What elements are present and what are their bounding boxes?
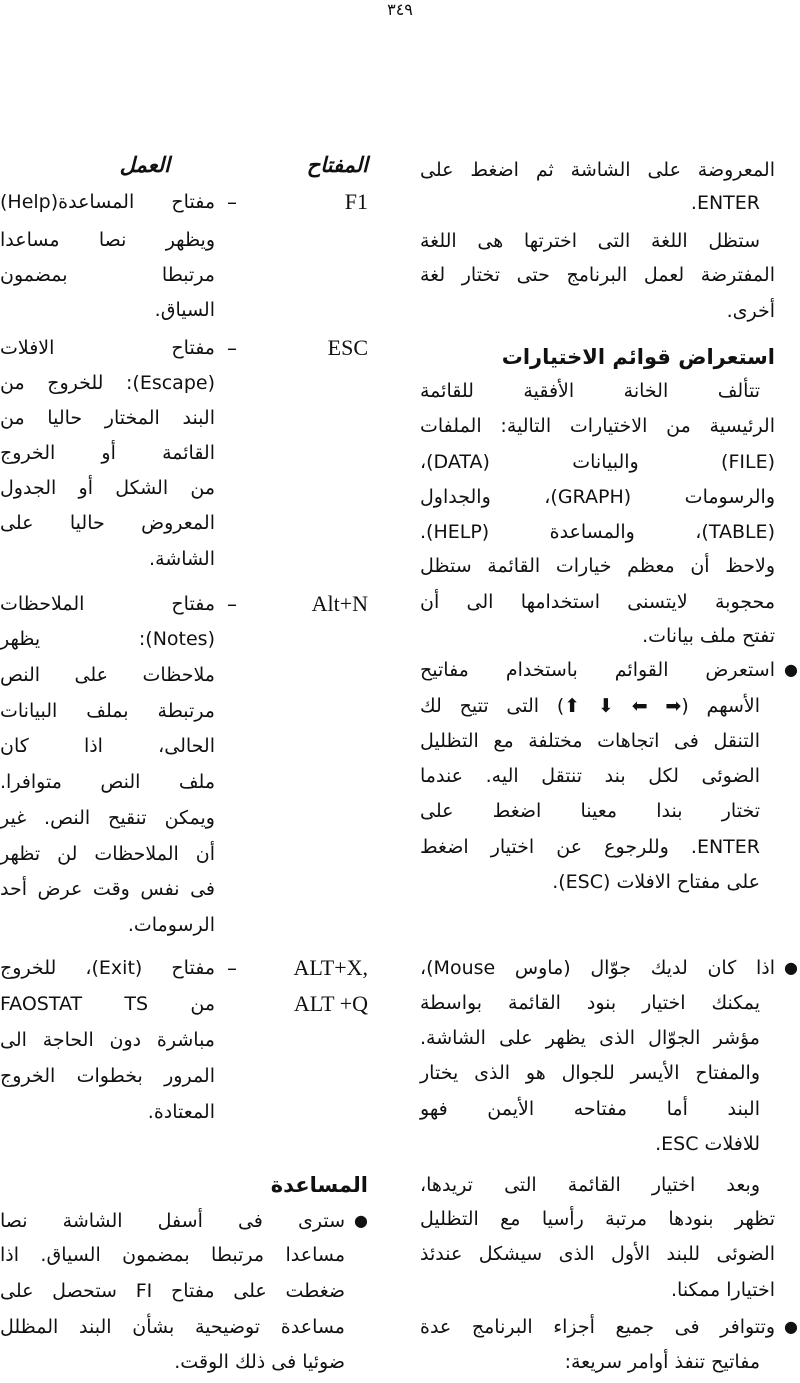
key-alt-q: ALT +Q — [293, 991, 368, 1016]
table-header-key: المفتاح — [306, 153, 368, 177]
paragraph-line: ستظل اللغة التى اخترتها هى اللغة — [420, 230, 760, 252]
bullet-line: مساعدا مرتبطا بمضمون السياق. اذا — [0, 1244, 345, 1266]
bullet-icon: ● — [784, 958, 798, 977]
bullet-line: تختار بندا معينا اضغط على — [420, 800, 760, 822]
paragraph-line: الضوئى للبند الأول الذى سيشكل عندئذ — [420, 1243, 775, 1265]
bullet-line: على مفتاح الافلات (ESC). — [552, 871, 760, 893]
action-line: الرسومات. — [127, 914, 215, 936]
key-f1: F1 — [344, 189, 368, 214]
action-line: أن الملاحظات لن تظهر — [0, 843, 215, 865]
bullet-line: ضوئيا فى ذلك الوقت. — [174, 1351, 345, 1373]
dash: – — [227, 336, 237, 360]
paragraph-line: ENTER. — [690, 192, 760, 214]
action-line: (Escape): للخروج من — [0, 372, 215, 394]
bullet-line: مفاتيح تنفذ أوامر سريعة: — [564, 1351, 760, 1373]
action-line: ويظهر نصا مساعدا — [0, 229, 215, 251]
action-line: (Notes): يظهر — [0, 628, 215, 650]
paragraph-line: أخرى. — [726, 300, 775, 322]
action-line: السياق. — [154, 299, 215, 321]
action-line: مباشرة دون الحاجة الى — [0, 1029, 215, 1051]
dash: – — [227, 592, 237, 616]
bullet-line: للافلات ESC. — [655, 1133, 760, 1155]
bullet-line: ENTER. وللرجوع عن اختيار اضغط — [420, 836, 760, 858]
bullet-line: ضغطت على مفتاح FI ستحصل على — [0, 1280, 346, 1302]
paragraph-line: المعروضة على الشاشة ثم اضغط على — [420, 159, 775, 181]
bullet-line: وتتوافر فى جميع أجزاء البرنامج عدة — [420, 1316, 775, 1338]
table-header-action: العمل — [119, 153, 170, 177]
help-heading: المساعدة — [270, 1173, 368, 1197]
action-line: المعتادة. — [147, 1101, 215, 1123]
action-line: مفتاح (Exit)، للخروج — [0, 957, 215, 979]
action-line: ملف النص متوافرا. — [0, 771, 215, 793]
bullet-line: والمفتاح الأيسر للجوال هو الذى يختار — [420, 1062, 760, 1084]
paragraph-line: المفترضة لعمل البرنامج حتى تختار لغة — [420, 264, 775, 286]
action-line: من FAOSTAT TS — [0, 993, 215, 1015]
bullet-line: مؤشر الجوّال الذى يظهر على الشاشة. — [420, 1027, 760, 1049]
bullet-line: البند أما مفتاحه الأيمن فهو — [420, 1098, 760, 1120]
key-alt-n: Alt+N — [311, 591, 368, 616]
action-line: البند المختار حاليا من — [0, 407, 215, 429]
bullet-line: اذا كان لديك جوّال (ماوس Mouse)، — [420, 957, 775, 979]
paragraph-line: تتألف الخانة الأفقية للقائمة — [420, 380, 760, 402]
key-alt-x: ALT+X, — [293, 955, 368, 980]
paragraph-line: ولاحظ أن معظم خيارات القائمة ستظل — [420, 555, 775, 577]
bullet-line: الضوئى لكل بند تنتقل اليه. عندما — [420, 765, 760, 787]
section-heading: استعراض قوائم الاختيارات — [501, 345, 775, 369]
paragraph-line: (TABLE)، والمساعدة (HELP). — [420, 521, 775, 543]
paragraph-line: اختيارا ممكنا. — [671, 1279, 775, 1301]
paragraph-line: (FILE) والبيانات (DATA)، — [420, 451, 775, 473]
bullet-line: مساعدة توضيحية بشأن البند المظلل — [0, 1316, 345, 1338]
paragraph-line: تفتح ملف بيانات. — [642, 625, 775, 647]
action-line: مرتبطة بملف البيانات — [0, 700, 215, 722]
action-line: المرور بخطوات الخروج — [0, 1065, 215, 1087]
action-line: من الشكل أو الجدول — [0, 477, 215, 499]
paragraph-line: وبعد اختيار القائمة التى تريدها، — [420, 1174, 760, 1196]
action-line: المعروض حاليا على — [0, 512, 215, 534]
paragraph-line: الرئيسية من الاختيارات التالية: الملفات — [420, 415, 775, 437]
action-line: القائمة أو الخروج — [0, 442, 215, 464]
dash: – — [227, 956, 237, 980]
bullet-icon: ● — [784, 660, 798, 679]
bullet-line: الأسهم (➡ ⬅ ⬇ ⬆) التى تتيح لك — [420, 695, 760, 717]
action-line: فى نفس وقت عرض أحد — [0, 878, 215, 900]
action-line: ويمكن تنقيح النص. غير — [0, 807, 215, 829]
paragraph-line: محجوبة لايتسنى استخدامها الى أن — [420, 591, 775, 613]
key-esc: ESC — [327, 335, 368, 360]
bullet-line: يمكنك اختيار بنود القائمة بواسطة — [420, 992, 760, 1014]
bullet-icon: ● — [354, 1211, 368, 1230]
dash: – — [227, 190, 237, 214]
action-line: الشاشة. — [149, 548, 215, 570]
page-number: ٣٤٩ — [387, 0, 413, 19]
action-line: مفتاح الافلات — [0, 337, 215, 359]
bullet-line: سترى فى أسفل الشاشة نصا — [0, 1210, 345, 1232]
bullet-line: التنقل فى اتجاهات مختلفة مع التظليل — [420, 730, 760, 752]
action-line: الحالى، اذا كان — [0, 735, 215, 757]
paragraph-line: والرسومات (GRAPH)، والجداول — [420, 486, 775, 508]
action-line: مفتاح الملاحظات — [0, 593, 215, 615]
bullet-line: استعرض القوائم باستخدام مفاتيح — [420, 659, 775, 681]
bullet-icon: ● — [784, 1317, 798, 1336]
action-line: مرتبطا بمضمون — [0, 264, 215, 286]
action-line: مفتاح المساعدة(Help) — [0, 191, 215, 213]
paragraph-line: تظهر بنودها مرتبة رأسيا مع التظليل — [420, 1208, 775, 1230]
action-line: ملاحظات على النص — [0, 664, 215, 686]
